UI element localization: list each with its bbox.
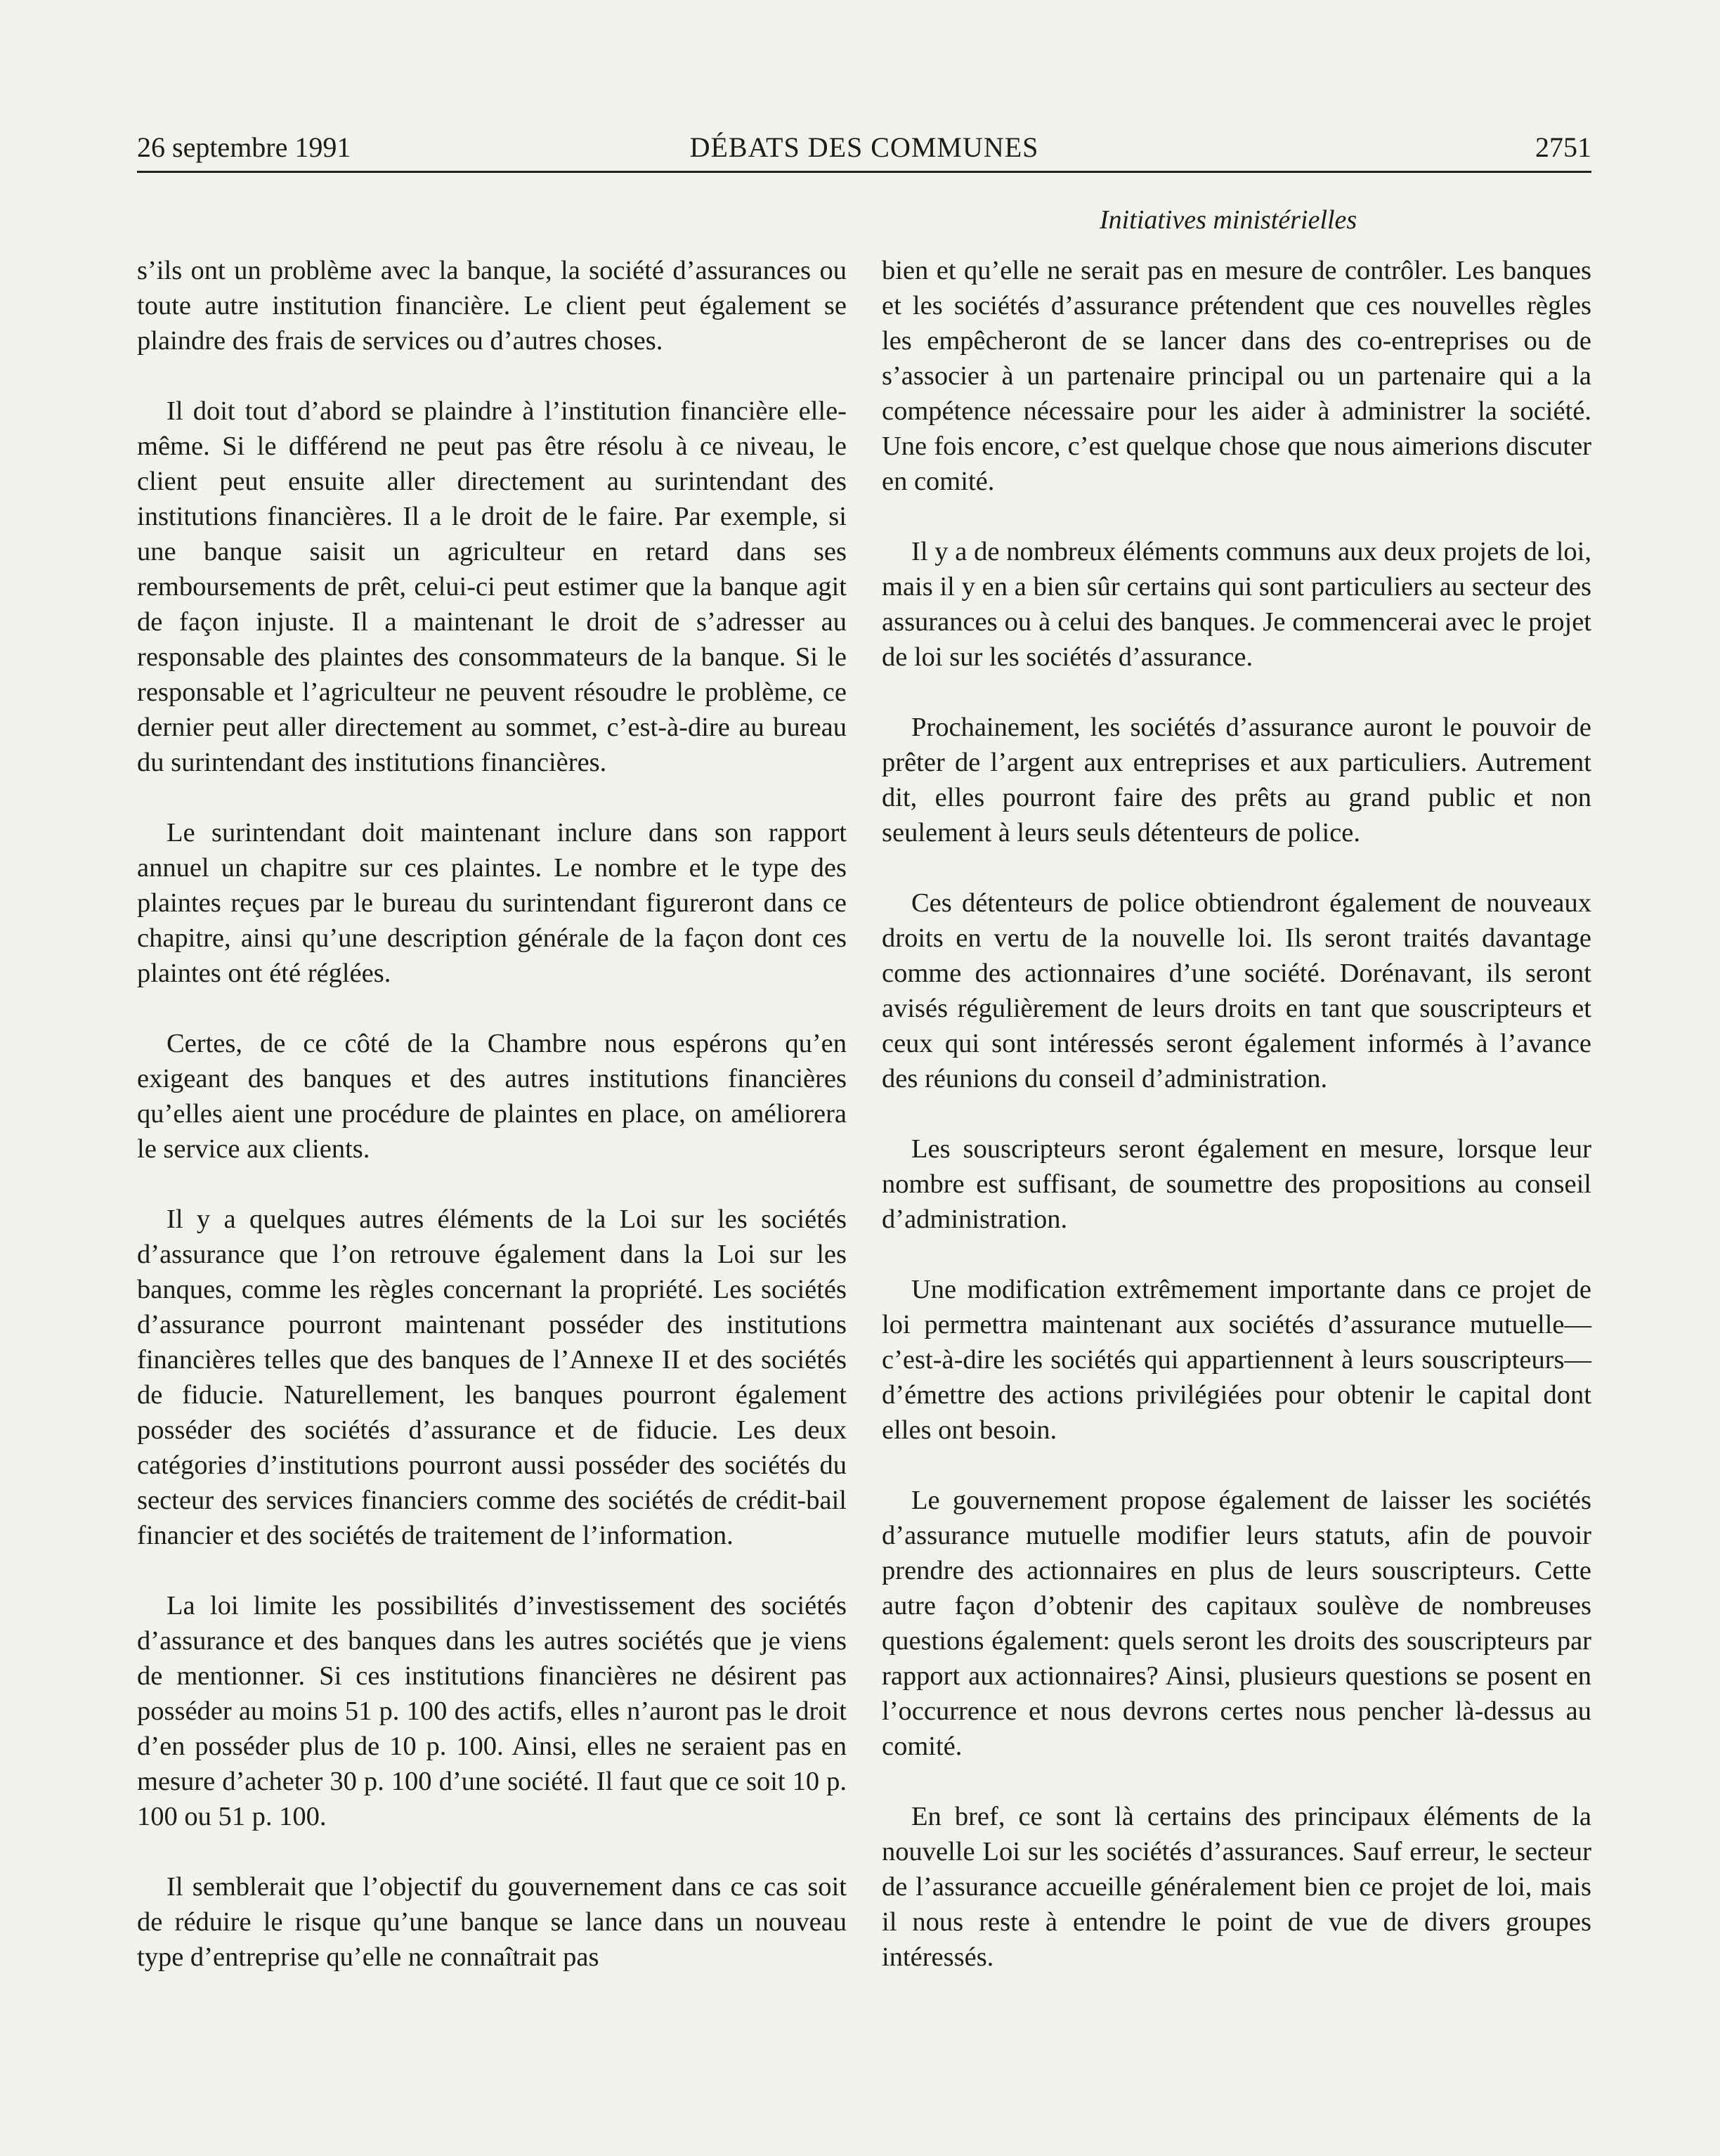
- header-rule: [137, 171, 1591, 173]
- paragraph: Il semblerait que l’objectif du gouvernement dans ce cas soit de réduire le risque qu’une banque se lance dans un nouveau type d’entreprise qu’elle ne connaîtrait pas: [137, 1872, 847, 1972]
- paragraph: Le surintendant doit maintenant inclure dans son rapport annuel un chapitre sur ces plaintes. Le nombre et le type des plaintes reçues par le bureau du surintendant figureront dans ce chapitre, ainsi qu’une description générale de la façon dont ces plaintes ont été réglées.: [137, 818, 847, 988]
- paragraph: En bref, ce sont là certains des principaux éléments de la nouvelle Loi sur les sociétés d’assurances. Sauf erreur, le secteur de l’assurance accueille généralement bien ce projet de loi, mais il nous reste à entendre le point de vue de divers groupes intéressés.: [882, 1802, 1591, 1972]
- paragraph: Il doit tout d’abord se plaindre à l’institution financière elle-même. Si le différend ne peut pas être résolu à ce niveau, le client peut ensuite aller directement au surintendant des institutions financières. Il a le droit de le faire. Par exemple, si une banque saisit un agriculteur en retard dans ses remboursements de prêt, celui-ci peut estimer que la banque agit de façon injuste. Il a maintenant le droit de s’adresser au responsable des plaintes des consommateurs de la banque. Si le responsable et l’agriculteur ne peuvent résoudre le problème, ce dernier peut aller directement au sommet, c’est-à-dire au bureau du surintendant des institutions financières.: [137, 396, 847, 777]
- paragraph: Il y a de nombreux éléments communs aux deux projets de loi, mais il y en a bien sûr certains qui sont particuliers au secteur des assurances ou à celui des banques. Je commencerai avec le projet de loi sur les sociétés d’assurance.: [882, 537, 1591, 672]
- paragraph: Il y a quelques autres éléments de la Loi sur les sociétés d’assurance que l’on retrouve également dans la Loi sur les banques, comme les règles concernant la propriété. Les sociétés d’assurance pourront maintenant posséder des institutions financières telles que des banques de l’Annexe II et des sociétés de fiducie. Naturellement, les banques pourront également posséder des sociétés d’assurance et de fiducie. Les deux catégories d’institutions pourront aussi posséder des sociétés du secteur des services financiers comme des sociétés de crédit-bail financier et des sociétés de traitement de l’information.: [137, 1204, 847, 1550]
- right-column: [882, 253, 1591, 2010]
- section-heading: Initiatives ministérielles: [1100, 205, 1357, 235]
- paragraph: Prochainement, les sociétés d’assurance auront le pouvoir de prêter de l’argent aux entreprises et aux particuliers. Autrement dit, elles pourront faire des prêts au grand public et non seulement à leurs seuls détenteurs de police.: [882, 713, 1591, 848]
- paragraph: Les souscripteurs seront également en mesure, lorsque leur nombre est suffisant, de soumettre des propositions au conseil d’administration.: [882, 1134, 1591, 1234]
- header-title: DÉBATS DES COMMUNES: [689, 131, 1039, 163]
- page-header: [137, 128, 1591, 167]
- paragraph: bien et qu’elle ne serait pas en mesure de contrôler. Les banques et les sociétés d’assurance prétendent que ces nouvelles règles les empêcheront de se lancer dans des co-entreprises ou de s’associer à un partenaire principal ou un partenaire qui a la compétence nécessaire pour les aider à administrer la société. Une fois encore, c’est quelque chose que nous aimerions discuter en comité.: [882, 256, 1591, 496]
- paragraph: Une modification extrêmement importante dans ce projet de loi permettra maintenant aux sociétés d’assurance mutuelle—c’est-à-dire les sociétés qui appartiennent à leurs souscripteurs—d’émettre des actions privilégiées pour obtenir le capital dont elles ont besoin.: [882, 1275, 1591, 1445]
- paragraph: Le gouvernement propose également de laisser les sociétés d’assurance mutuelle modifier leurs statuts, afin de pouvoir prendre des actionnaires en plus de leurs souscripteurs. Cette autre façon d’obtenir des capitaux soulève de nombreuses questions également: quels seront les droits des souscripteurs par rapport aux actionnaires? Ainsi, plusieurs questions se posent en l’occurrence et nous devrons certes nous pencher là-dessus au comité.: [882, 1486, 1591, 1761]
- paragraph: Ces détenteurs de police obtiendront également de nouveaux droits en vertu de la nouvelle loi. Ils seront traités davantage comme des actionnaires d’une société. Dorénavant, ils seront avisés régulièrement de leurs droits en tant que souscripteurs et ceux qui sont intéressés seront également informés à l’avance des réunions du conseil d’administration.: [882, 888, 1591, 1093]
- paragraph: s’ils ont un problème avec la banque, la société d’assurances ou toute autre institution financière. Le client peut également se plaindre des frais de services ou d’autres choses.: [137, 256, 847, 356]
- left-column: [137, 253, 847, 2010]
- page-number: 2751: [1535, 131, 1591, 163]
- paragraph: La loi limite les possibilités d’investissement des sociétés d’assurance et des banques dans les autres sociétés que je viens de mentionner. Si ces institutions financières ne désirent pas posséder au moins 51 p. 100 des actifs, elles n’auront pas le droit d’en posséder plus de 10 p. 100. Ainsi, elles ne seraient pas en mesure d’acheter 30 p. 100 d’une société. Il faut que ce soit 10 p. 100 ou 51 p. 100.: [137, 1591, 847, 1831]
- paragraph: Certes, de ce côté de la Chambre nous espérons qu’en exigeant des banques et des autres institutions financières qu’elles aient une procédure de plaintes en place, on améliorera le service aux clients.: [137, 1029, 847, 1164]
- header-date: 26 septembre 1991: [137, 131, 351, 163]
